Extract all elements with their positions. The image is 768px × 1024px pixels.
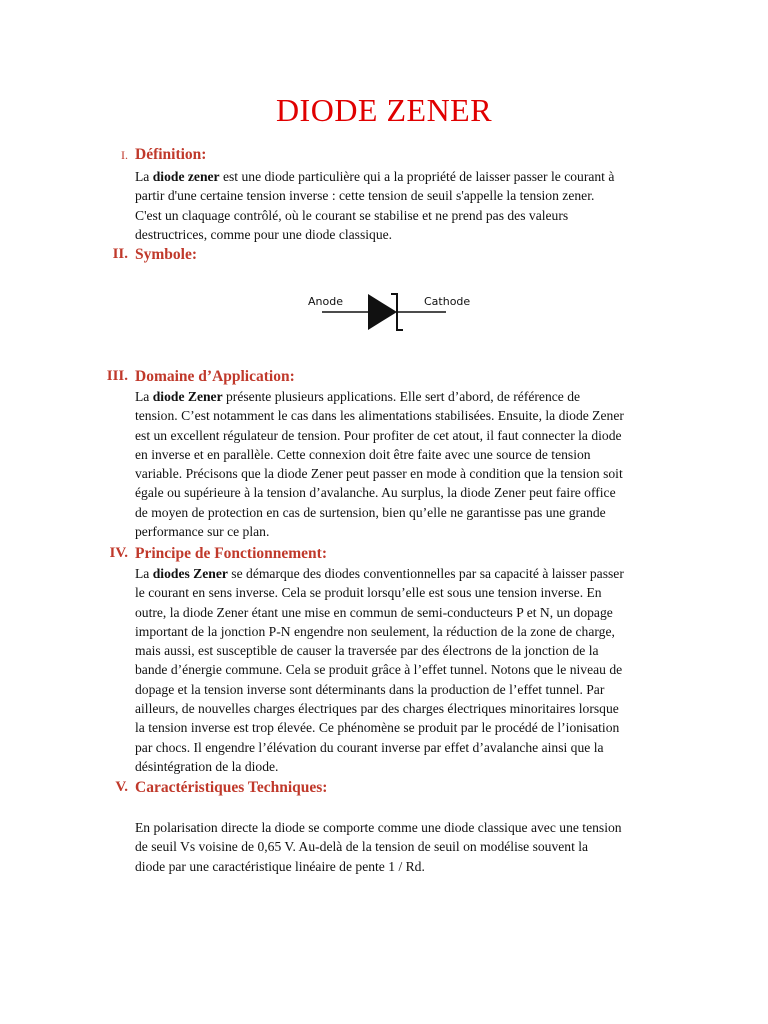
paragraph-line: bande d’énergie commune. Cela se produit grâce à l’effet tunnel. Notons que le niveau de <box>135 662 623 678</box>
paragraph-line: de moyen de protection en cas de surtension, bien qu’elle ne garantisse pas une grande <box>135 504 606 520</box>
section-5-number: V. <box>115 779 128 795</box>
paragraph-line: important de la jonction P-N engendre non seulement, la réduction de la zone de charge, <box>135 623 615 639</box>
paragraph-line: en inverse et en parallèle. Cette connexion doit être faite avec une source de tension <box>135 446 591 462</box>
paragraph-line: est un excellent régulateur de tension. Pour profiter de cet atout, il faut connecter la diode <box>135 427 622 443</box>
paragraph-line: par chocs. Il engendre l’élévation du courant inverse par effet d’avalanche ainsi que la <box>135 739 604 755</box>
section-3-paragraph <box>135 387 680 541</box>
section-1-paragraph <box>135 167 680 244</box>
term-diode-zener: diode Zener <box>152 389 223 404</box>
section-4-number: IV. <box>109 545 128 561</box>
section-4-title: Principe de Fonctionnement: <box>135 545 328 562</box>
diode-triangle <box>368 294 397 330</box>
paragraph-line: outre, la diode Zener étant une mise en commun de semi-conducteurs P et N, un dopage <box>135 604 613 620</box>
section-2-title: Symbole: <box>135 246 197 263</box>
paragraph-line: destructrices, comme pour une diode classique. <box>135 226 393 242</box>
section-1-title: Définition: <box>135 146 207 163</box>
section-3-title: Domaine d’Application: <box>135 368 295 385</box>
paragraph-line: La diode Zener présente plusieurs applications. Elle sert d’abord, de référence de <box>135 389 581 404</box>
paragraph-line: la tension inverse est trop élevée. Ce phénomène se produit par le procédé de l’ionisation <box>135 720 620 736</box>
paragraph-line: partir d'une certaine tension inverse : cette tension de seuil s'appelle la tension zener. <box>135 188 595 204</box>
section-5-title: Caractéristiques Techniques: <box>135 779 328 796</box>
section-2-number: II. <box>112 246 128 262</box>
zener-diode-symbol <box>300 282 480 342</box>
paragraph-line: performance sur ce plan. <box>135 524 270 540</box>
paragraph-line: variable. Précisons que la diode Zener peut passer en mode à condition que la tension soit <box>135 466 623 482</box>
paragraph-line: de seuil Vs voisine de 0,65 V. Au-delà de la tension de seuil on modélise souvent la <box>135 839 589 855</box>
paragraph-line: diode par une caractéristique linéaire de pente 1 / Rd. <box>135 858 425 874</box>
paragraph-line: La diodes Zener se démarque des diodes conventionnelles par sa capacité à laisser passer <box>135 566 624 581</box>
term-diodes-zener: diodes Zener <box>152 566 228 581</box>
document-title: DIODE ZENER <box>275 92 493 128</box>
paragraph-line: mais aussi, est susceptible de causer la traversée par des électrons de la jonction de la <box>135 643 599 659</box>
paragraph-line: C'est un claquage contrôlé, où le courant se stabilise et ne prend pas des valeurs <box>135 207 569 223</box>
anode-label: Anode <box>308 295 343 308</box>
paragraph-line: désintégration de la diode. <box>135 758 279 774</box>
paragraph-line: le courant en sens inverse. Cela se produit lorsqu’elle est sous une tension inverse. En <box>135 585 602 601</box>
section-1-number: I. <box>121 148 128 162</box>
paragraph-line: dopage et la tension inverse sont déterminants dans la production de l’effet tunnel. Par <box>135 681 605 697</box>
paragraph-line: En polarisation directe la diode se comporte comme une diode classique avec une tension <box>135 820 622 835</box>
term-diode-zener: diode zener <box>152 169 220 184</box>
paragraph-line: égale ou supérieure à la tension d’avalanche. Au surplus, la diode Zener peut faire office <box>135 485 616 501</box>
section-3-number: III. <box>106 368 128 384</box>
section-5-paragraph <box>135 818 680 876</box>
cathode-label: Cathode <box>424 295 471 308</box>
paragraph-line: La diode zener est une diode particulière qui a la propriété de laisser passer le courant à <box>135 169 615 184</box>
paragraph-line: ailleurs, de nouvelles charges électriques par des charges électriques minoritaires lorsque <box>135 701 619 717</box>
paragraph-line: tension. C’est notamment le cas dans les alimentations stabilisées. Ensuite, la diode Zener <box>135 408 624 424</box>
section-4-paragraph <box>135 564 680 776</box>
